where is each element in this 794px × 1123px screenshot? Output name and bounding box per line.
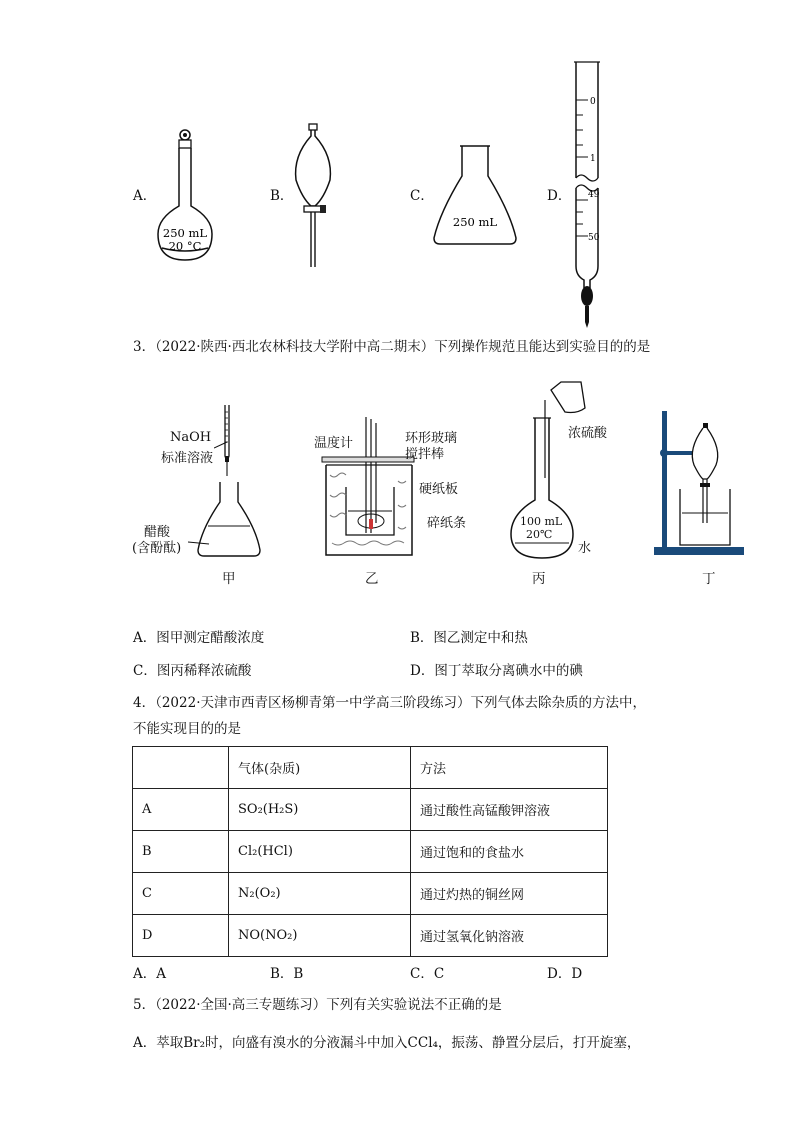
label-water: 水 [578,541,592,556]
burette-mark-1: 1 [590,154,596,164]
q3-option-a: A．图甲测定醋酸浓度 [133,630,265,646]
flask-temp-text: 20 °C [168,239,202,253]
q3-option-c: C．图丙稀释浓硫酸 [133,663,252,679]
gas-cell: N₂(O₂) [229,873,411,915]
label-ring-stirrer-1: 环形玻璃 [405,431,458,446]
method-cell: 通过饱和的食盐水 [411,831,608,873]
q4-stem-line1: 4．（2022·天津市西青区杨柳青第一中学高三阶段练习）下列气体去除杂质的方法中， [133,695,646,711]
label-ring-stirrer-2: 搅拌棒 [405,447,445,462]
header-cell [133,747,229,789]
erlenmeyer-flask-figure [430,142,520,248]
label-acetic-acid: 醋酸 [144,525,171,540]
q2-option-d-letter: D． [547,188,572,204]
label-thermometer: 温度计 [314,436,354,451]
header-cell: 气体(杂质) [229,747,411,789]
gas-cell: Cl₂(HCl) [229,831,411,873]
label-20c: 20℃ [526,528,553,541]
label-phenolphthalein: (含酚酞) [132,541,182,556]
q3-stem: 3．（2022·陕西·西北农林科技大学附中高二期末）下列操作规范且能达到实验目的的是 [133,339,651,355]
q4-option-d: D．D [547,966,583,982]
method-cell: 通过氢氧化钠溶液 [411,915,608,957]
q2-option-b-letter: B． [270,188,294,204]
caption-yi: 乙 [365,571,379,587]
row-label: B [133,831,229,873]
q4-option-a: A．A [133,966,166,982]
caption-ding: 丁 [702,571,716,587]
caption-bing: 丙 [532,571,546,587]
row-label: C [133,873,229,915]
header-cell: 方法 [411,747,608,789]
table-row [133,873,608,915]
q3-option-d: D．图丁萃取分离碘水中的碘 [410,663,583,679]
extraction-stand-figure [650,405,750,560]
label-naoh: NaOH [170,430,212,445]
q4-option-b: B．B [270,966,304,982]
row-label: D [133,915,229,957]
burette-mark-49: 49 [588,190,600,200]
table-row [133,789,608,831]
q2-option-c-letter: C． [410,188,434,204]
table-row [133,915,608,957]
label-paper-strips: 碎纸条 [427,516,467,531]
label-100ml: 100 mL [520,515,563,528]
separatory-funnel-figure [290,122,340,272]
q5-stem: 5．（2022·全国·高三专题练习）下列有关实验说法不正确的是 [133,997,502,1013]
caption-jia: 甲 [222,571,236,587]
q4-table [132,746,608,957]
q3-option-b: B．图乙测定中和热 [410,630,528,646]
method-cell: 通过灼热的铜丝网 [411,873,608,915]
label-conc-sulfuric-acid: 浓硫酸 [568,426,608,441]
label-standard-solution: 标准溶液 [161,451,214,466]
table-row [133,831,608,873]
table-header-row [133,747,608,789]
method-cell: 通过酸性高锰酸钾溶液 [411,789,608,831]
gas-cell: SO₂(H₂S) [229,789,411,831]
q4-stem-line2: 不能实现目的的是 [133,721,241,737]
label-cardboard: 硬纸板 [419,482,459,497]
gas-cell: NO(NO₂) [229,915,411,957]
q4-option-c: C．C [410,966,445,982]
row-label: A [133,789,229,831]
burette-figure [570,60,610,330]
volumetric-flask-figure [152,126,222,266]
q5-option-a: A．萃取Br₂时，向盛有溴水的分液漏斗中加入CCl₄，振荡、静置分层后，打开旋塞， [133,1035,641,1051]
flask-volume-text: 250 mL [162,226,208,240]
pointer-line [214,440,228,450]
erlenmeyer-volume-text: 250 mL [452,215,498,229]
burette-mark-0: 0 [590,97,596,107]
burette-mark-50: 50 [588,233,600,243]
pointer-line [188,538,210,548]
q2-option-a-letter: A． [133,188,157,204]
